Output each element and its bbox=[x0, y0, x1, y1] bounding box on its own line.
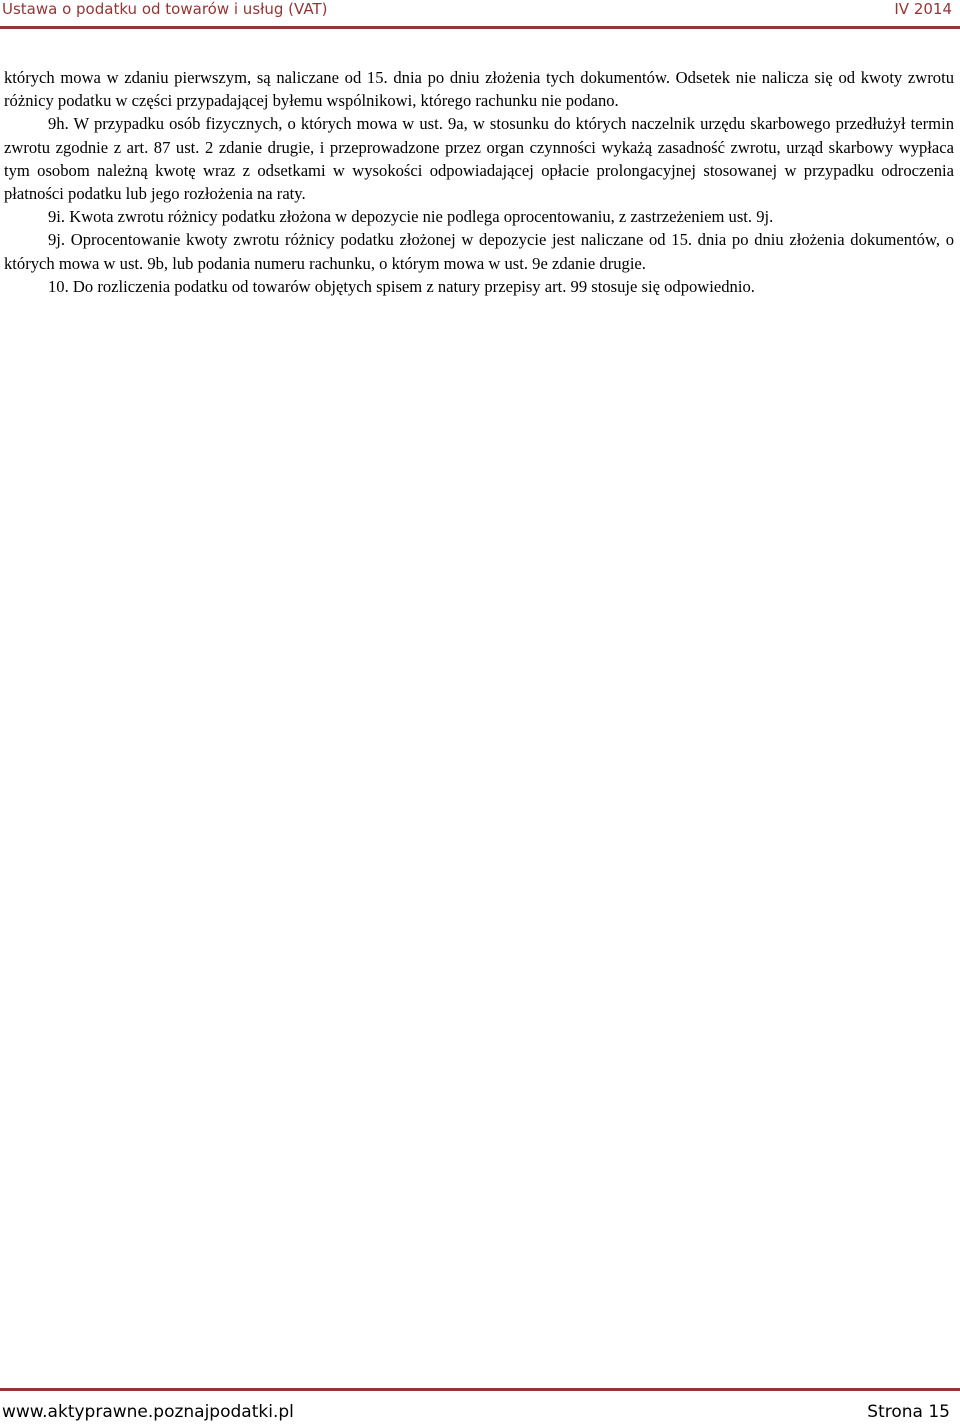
header-divider bbox=[0, 26, 960, 29]
document-body bbox=[4, 66, 954, 298]
paragraph-continuation: których mowa w zdaniu pierwszym, są naliczane od 15. dnia po dniu złożenia tych dokumentów. Odsetek nie nalicza się od kwoty zwrotu różnicy podatku w części przypadającej byłemu wspólnikowi, którego rachunku nie podano. bbox=[4, 68, 954, 111]
document-title: Ustawa o podatku od towarów i usług (VAT) bbox=[2, 0, 328, 18]
website-link[interactable]: www.aktyprawne.poznajpodatki.pl bbox=[2, 1402, 294, 1422]
paragraph-9i: 9i. Kwota zwrotu różnicy podatku złożona w depozycie nie podlega oprocentowaniu, z zastrzeżeniem ust. 9j. bbox=[48, 207, 774, 227]
paragraph-9h: 9h. W przypadku osób fizycznych, o których mowa w ust. 9a, w stosunku do których naczelnik urzędu skarbowego przedłużył termin zwrotu zgodnie z art. 87 ust. 2 zdanie drugie, i przeprowadzone przez organ czynności wykażą zasadność zwrotu, urząd skarbowy wypłaca tym osobom należną kwotę wraz z odsetkami w wysokości odpowiadającej opłacie prolongacyjnej stosowanej w przypadku odroczenia płatności podatku lub jego rozłożenia na raty. bbox=[4, 114, 954, 204]
paragraph-10: 10. Do rozliczenia podatku od towarów objętych spisem z natury przepisy art. 99 stosuje się odpowiednio. bbox=[48, 276, 755, 296]
footer-divider bbox=[0, 1388, 960, 1391]
edition-label: IV 2014 bbox=[894, 0, 952, 18]
paragraph-9j: 9j. Oprocentowanie kwoty zwrotu różnicy podatku złożonej w depozycie jest naliczane od 15. dnia po dniu złożenia dokumentów, o których mowa w ust. 9b, lub podania numeru rachunku, o którym mowa w ust. 9e zdanie drugie. bbox=[4, 230, 954, 273]
page-number: Strona 15 bbox=[867, 1402, 950, 1422]
page-header bbox=[0, 0, 960, 28]
